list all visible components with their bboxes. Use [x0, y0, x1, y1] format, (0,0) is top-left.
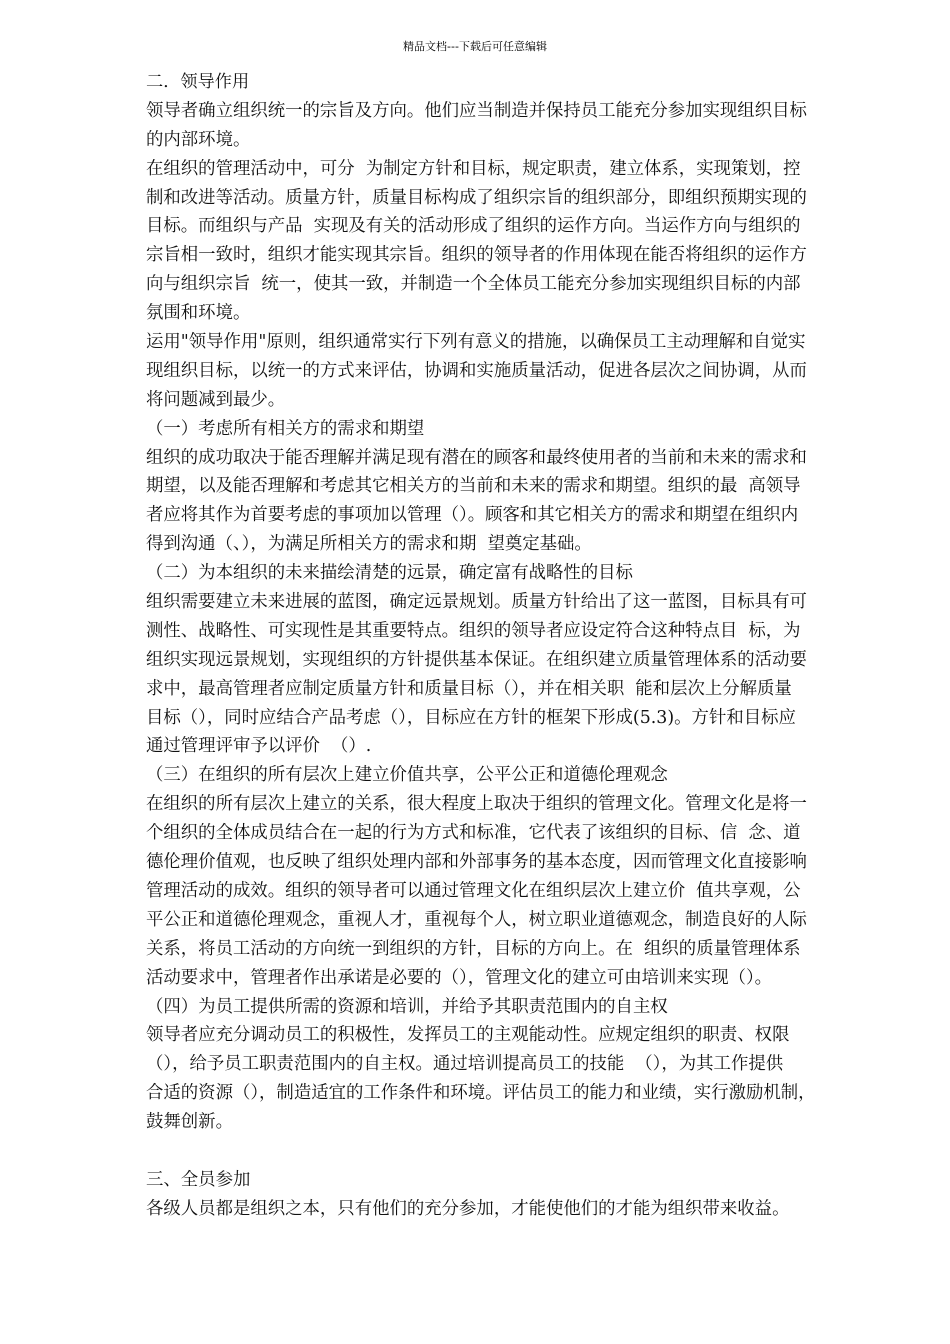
- text-line: （二）为本组织的未来描绘清楚的远景，确定富有战略性的目标: [146, 563, 633, 584]
- text-line: 目标。而组织与产品 实现及有关的活动形成了组织的运作方向。当运作方向与组织的: [146, 216, 801, 237]
- text-line: 将问题减到最少。: [146, 389, 286, 410]
- text-line: （一）考虑所有相关方的需求和期望: [146, 418, 425, 439]
- text-line: 德伦理价值观，也反映了组织处理内部和外部事务的基本态度，因而管理文化直接影响: [146, 852, 807, 873]
- text-line: 目标（），同时应结合产品考虑（），目标应在方针的框架下形成(5.3)。方针和目标应: [146, 707, 796, 728]
- text-line: 运用"领导作用"原则，组织通常实行下列有意义的措施，以确保员工主动理解和自觉实: [146, 332, 806, 353]
- text-line: 关系，将员工活动的方向统一到组织的方针，目标的方向上。在 组织的质量管理体系: [146, 938, 801, 959]
- text-line: 求中，最高管理者应制定质量方针和质量目标（），并在相关职 能和层次上分解质量: [146, 678, 792, 699]
- blank-line: [146, 1137, 886, 1166]
- text-line: 在组织的所有层次上建立的关系，很大程度上取决于组织的管理文化。管理文化是将一: [146, 794, 807, 815]
- text-line: 平公正和道德伦理观念，重视人才，重视每个人，树立职业道德观念，制造良好的人际: [146, 909, 807, 930]
- text-line: 三、全员参加: [146, 1169, 251, 1190]
- text-line: 个组织的全体成员结合在一起的行为方式和标准，它代表了该组织的目标、信 念、道: [146, 823, 801, 844]
- text-line: 各级人员都是组织之本，只有他们的充分参加，才能使他们的才能为组织带来收益。: [146, 1198, 790, 1219]
- document-body: [146, 68, 886, 1224]
- text-line: 期望，以及能否理解和考虑其它相关方的当前和未来的需求和期望。组织的最 高领导: [146, 476, 801, 497]
- text-line: 者应将其作为首要考虑的事项加以管理（）。顾客和其它相关方的需求和期望在组织内: [146, 505, 799, 526]
- text-line: 领导者确立组织统一的宗旨及方向。他们应当制造并保持员工能充分参加实现组织目标: [146, 100, 807, 121]
- text-line: 在组织的管理活动中，可分 为制定方针和目标，规定职责，建立体系，实现策划，控: [146, 158, 801, 179]
- text-line: 的内部环境。: [146, 129, 251, 150]
- text-line: 通过管理评审予以评价 （）.: [146, 736, 372, 757]
- text-line: 领导者应充分调动员工的积极性，发挥员工的主观能动性。应规定组织的职责、权限: [146, 1025, 790, 1046]
- text-line: 组织实现远景规划，实现组织的方针提供基本保证。在组织建立质量管理体系的活动要: [146, 649, 807, 670]
- text-line: 测性、战略性、可实现性是其重要特点。组织的领导者应设定符合这种特点目 标，为: [146, 620, 801, 641]
- page-header: 精品文档---下载后可任意编辑: [403, 40, 547, 53]
- text-line: 合适的资源（），制造适宜的工作条件和环境。评估员工的能力和业绩，实行激励机制，: [146, 1083, 816, 1104]
- text-line: 现组织目标，以统一的方式来评估，协调和实施质量活动，促进各层次之间协调，从而: [146, 360, 807, 381]
- text-line: 制和改进等活动。质量方针，质量目标构成了组织宗旨的组织部分，即组织预期实现的: [146, 187, 807, 208]
- text-line: （），给予员工职责范围内的自主权。通过培训提高员工的技能 （），为其工作提供: [146, 1054, 784, 1075]
- text-line: 管理活动的成效。组织的领导者可以通过管理文化在组织层次上建立价 值共享观，公: [146, 880, 801, 901]
- text-line: 二．领导作用: [146, 72, 250, 92]
- text-line: 鼓舞创新。: [146, 1112, 233, 1133]
- text-line: 活动要求中，管理者作出承诺是必要的（），管理文化的建立可由培训来实现（）。: [146, 967, 773, 988]
- text-line: （三）在组织的所有层次上建立价值共享，公平公正和道德伦理观念: [146, 765, 668, 786]
- text-line: 向与组织宗旨 统一，使其一致，并制造一个全体员工能充分参加实现组织目标的内部: [146, 274, 801, 295]
- text-line: 组织需要建立未来进展的蓝图，确定远景规划。质量方针给出了这一蓝图，目标具有可: [146, 592, 807, 613]
- text-line: 氛围和环境。: [146, 303, 251, 324]
- text-line: （四）为员工提供所需的资源和培训，并给予其职责范围内的自主权: [146, 996, 668, 1017]
- text-line: 组织的成功取决于能否理解并满足现有潜在的顾客和最终使用者的当前和未来的需求和: [146, 447, 807, 468]
- text-line: 得到沟通（、），为满足所相关方的需求和期 望奠定基础。: [146, 534, 592, 555]
- text-line: 宗旨相一致时，组织才能实现其宗旨。组织的领导者的作用体现在能否将组织的运作方: [146, 245, 807, 266]
